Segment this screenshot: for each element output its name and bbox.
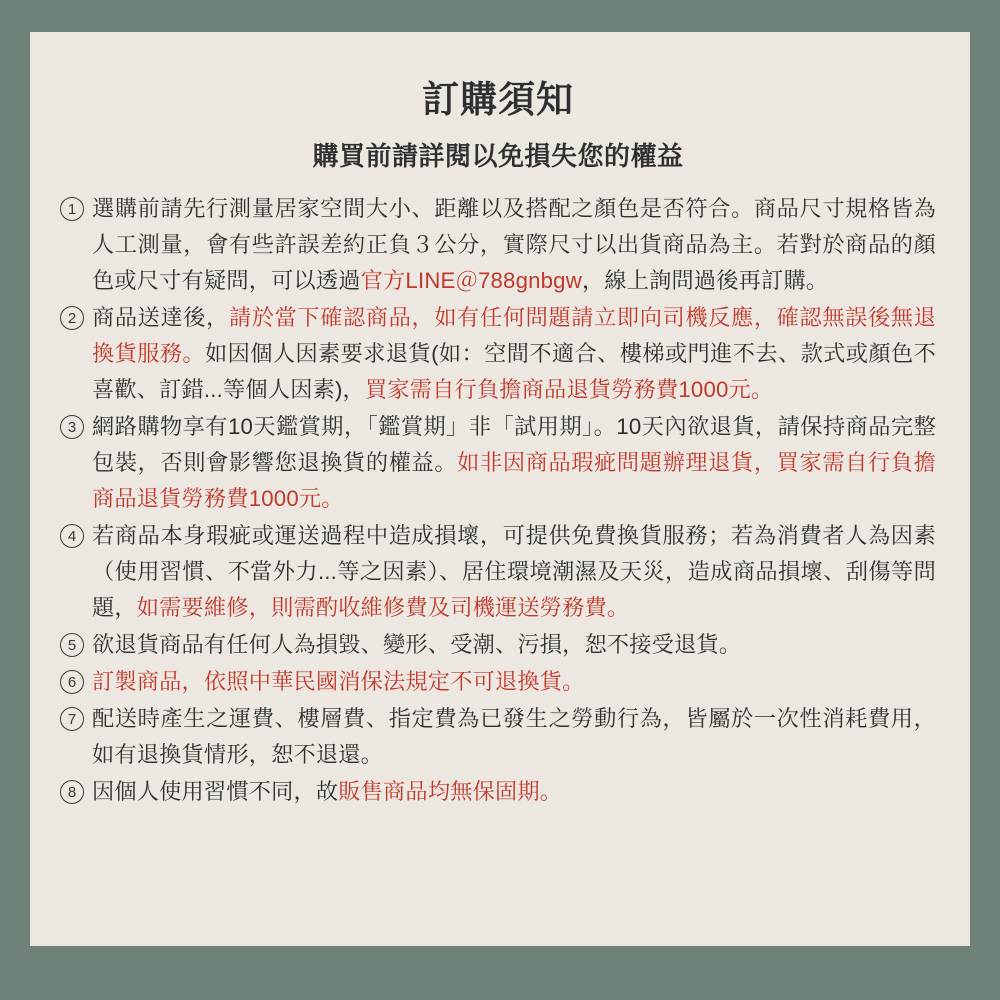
notice-item <box>60 409 936 517</box>
notice-item-number: 2 <box>60 306 84 330</box>
notice-item-segment: 若商品本身瑕疵或運送過程中造成損壞，可提供免費換貨服務；若為消費者人為因素（使用習慣、不當外力...等之因素）、居住環境潮濕及天災，造成商品損壞、刮傷等問題， <box>92 523 936 621</box>
notice-card <box>30 32 970 946</box>
notice-item-text <box>92 191 936 299</box>
page-title: 訂購須知 <box>422 79 574 120</box>
notice-item-number: 7 <box>60 707 84 731</box>
notice-item-segment: 如需要維修，則需酌收維修費及司機運送勞務費。 <box>136 595 630 621</box>
notice-item-segment: 網路購物享有10天鑑賞期，「鑑賞期」非「試用期」。10天內欲退貨，請保持商品完整包裝，否則會影響您退換貨的權益。 <box>92 414 936 476</box>
notice-item <box>60 664 936 700</box>
notice-item-segment: 商品送達後， <box>92 305 229 331</box>
notice-item-segment: 如因個人因素要求退貨(如：空間不適合、樓梯或門進不去、款式或顏色不喜歡、訂錯...等個人因素)， <box>92 341 936 403</box>
notice-item-segment: 訂製商品，依照中華民國消保法規定不可退換貨。 <box>92 669 585 695</box>
notice-item <box>60 300 936 408</box>
notice-item-segment: ，線上詢問過後再訂購。 <box>581 268 829 294</box>
notice-item <box>60 518 936 626</box>
notice-item-text <box>92 300 936 408</box>
notice-item-segment: 買家需自行負擔商品退貨勞務費1000元。 <box>364 377 774 403</box>
notice-item-text <box>92 664 936 700</box>
notice-item <box>60 774 936 810</box>
notice-item-segment: 如非因商品瑕疵問題辦理退貨，買家需自行負擔商品退貨勞務費1000元。 <box>92 450 937 512</box>
notice-item <box>60 627 936 663</box>
notice-item-segment: 選購前請先行測量居家空間大小、距離以及搭配之顏色是否符合。商品尺寸規格皆為人工測量，會有些許誤差約正負３公分，實際尺寸以出貨商品為主。若對於商品的顏色或尺寸有疑問，可以透過 <box>92 196 936 294</box>
notice-item-text <box>92 409 936 517</box>
notice-item-segment: 官方LINE＠788gnbgw <box>360 268 582 294</box>
notice-item-number: 1 <box>60 197 84 221</box>
notice-item-number: 6 <box>60 670 84 694</box>
notice-item-segment: 配送時產生之運費、樓層費、指定費為已發生之勞動行為，皆屬於一次性消耗費用，如有退換貨情形，恕不退還。 <box>92 706 936 768</box>
notice-item-segment: 因個人使用習慣不同，故 <box>92 779 339 805</box>
notice-item-number: 4 <box>60 524 84 548</box>
notice-item-text <box>92 518 936 626</box>
notice-item-segment: 欲退貨商品有任何人為損毀、變形、受潮、污損，恕不接受退貨。 <box>92 632 742 658</box>
notice-item-number: 5 <box>60 633 84 657</box>
notice-item-number: 3 <box>60 415 84 439</box>
notice-item-text <box>92 627 936 663</box>
notice-item-segment: 請於當下確認商品，如有任何問題請立即向司機反應，確認無誤後無退換貨服務。 <box>92 305 936 367</box>
notice-item <box>60 701 936 773</box>
notice-item-number: 8 <box>60 780 84 804</box>
notice-item-segment: 販售商品均無保固期。 <box>338 779 563 805</box>
notice-item-text <box>92 774 936 810</box>
notice-item <box>60 191 936 299</box>
notice-list <box>60 191 936 810</box>
notice-item-text <box>92 701 936 773</box>
page-subtitle: 購買前請詳閱以免損失您的權益 <box>312 141 684 172</box>
